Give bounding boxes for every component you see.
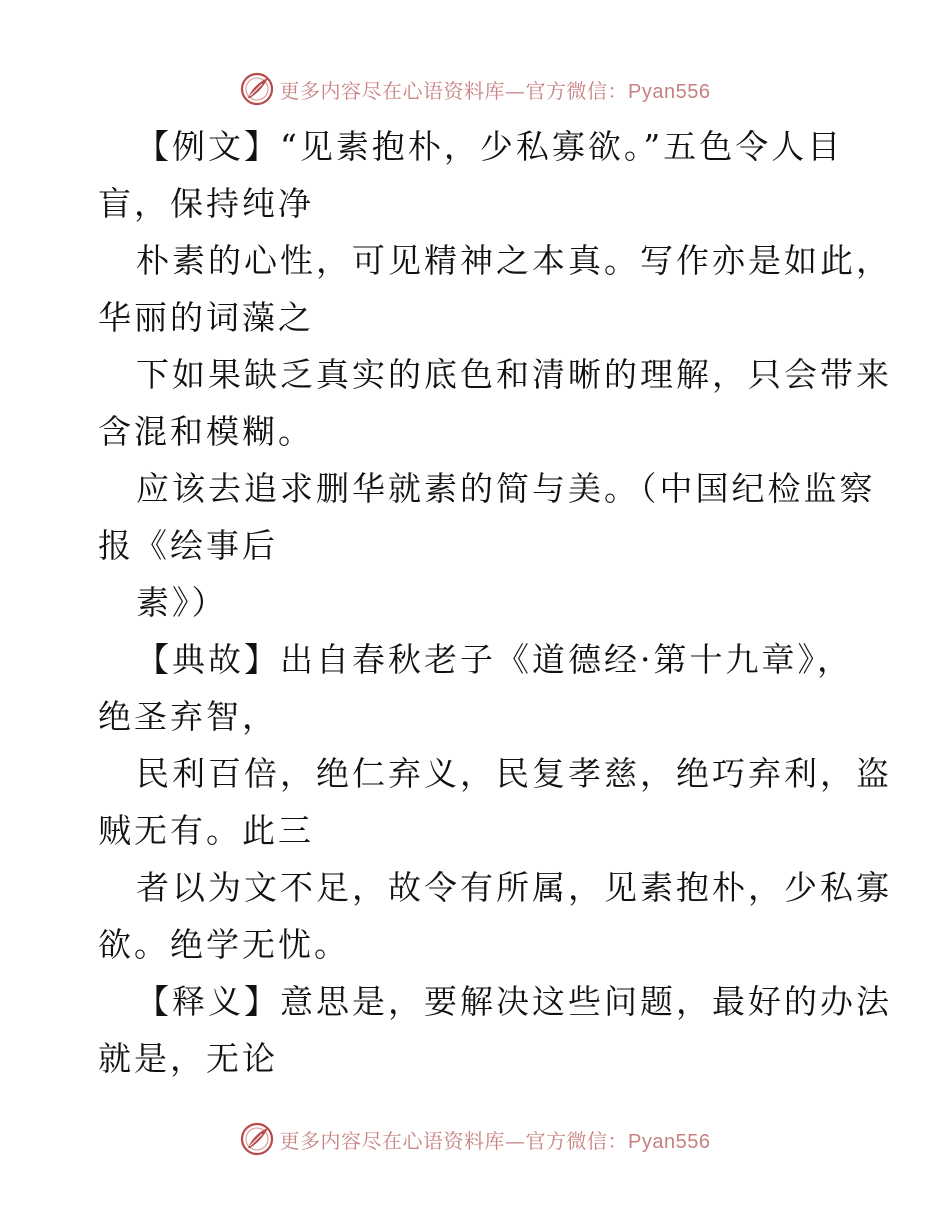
footer-watermark [0,1122,950,1156]
feather-pen-logo-icon [240,1122,274,1156]
text-line: 就是，无论 [98,1039,278,1078]
text-line: 应该去追求删华就素的简与美。（中国纪检监察 [136,469,876,508]
text-line: 欲。绝学无忧。 [98,925,350,964]
text-line: 盲，保持纯净 [98,184,314,223]
text-line: 民利百倍，绝仁弃义，民复孝慈，绝巧弃利，盗 [136,754,892,793]
text-line: 【典故】出自春秋老子《道德经·第十九章》， [136,640,853,679]
text-line: 【例文】“见素抱朴，少私寡欲。”五色令人目 [136,127,844,166]
text-line: 绝圣弃智， [98,697,278,736]
paragraph-block [98,118,892,1087]
text-line: 报《绘事后 [98,526,278,565]
feather-pen-logo-icon [240,72,274,106]
text-line: 下如果缺乏真实的底色和清晰的理解，只会带来 [136,355,892,394]
watermark-text: 更多内容尽在心语资料库—官方微信：Pyan556 [279,1128,711,1153]
text-line: 素》） [136,583,228,622]
text-line: 者以为文不足，故令有所属，见素抱朴，少私寡 [136,868,892,907]
text-line: 华丽的词藻之 [98,298,314,337]
document-body [98,118,892,1087]
text-line: 贼无有。此三 [98,811,314,850]
text-line: 朴素的心性，可见精神之本真。写作亦是如此， [136,241,892,280]
text-line: 【释义】意思是，要解决这些问题，最好的办法 [136,982,892,1021]
watermark-text: 更多内容尽在心语资料库—官方微信：Pyan556 [279,78,711,103]
text-line: 含混和模糊。 [98,412,314,451]
header-watermark [0,72,950,106]
